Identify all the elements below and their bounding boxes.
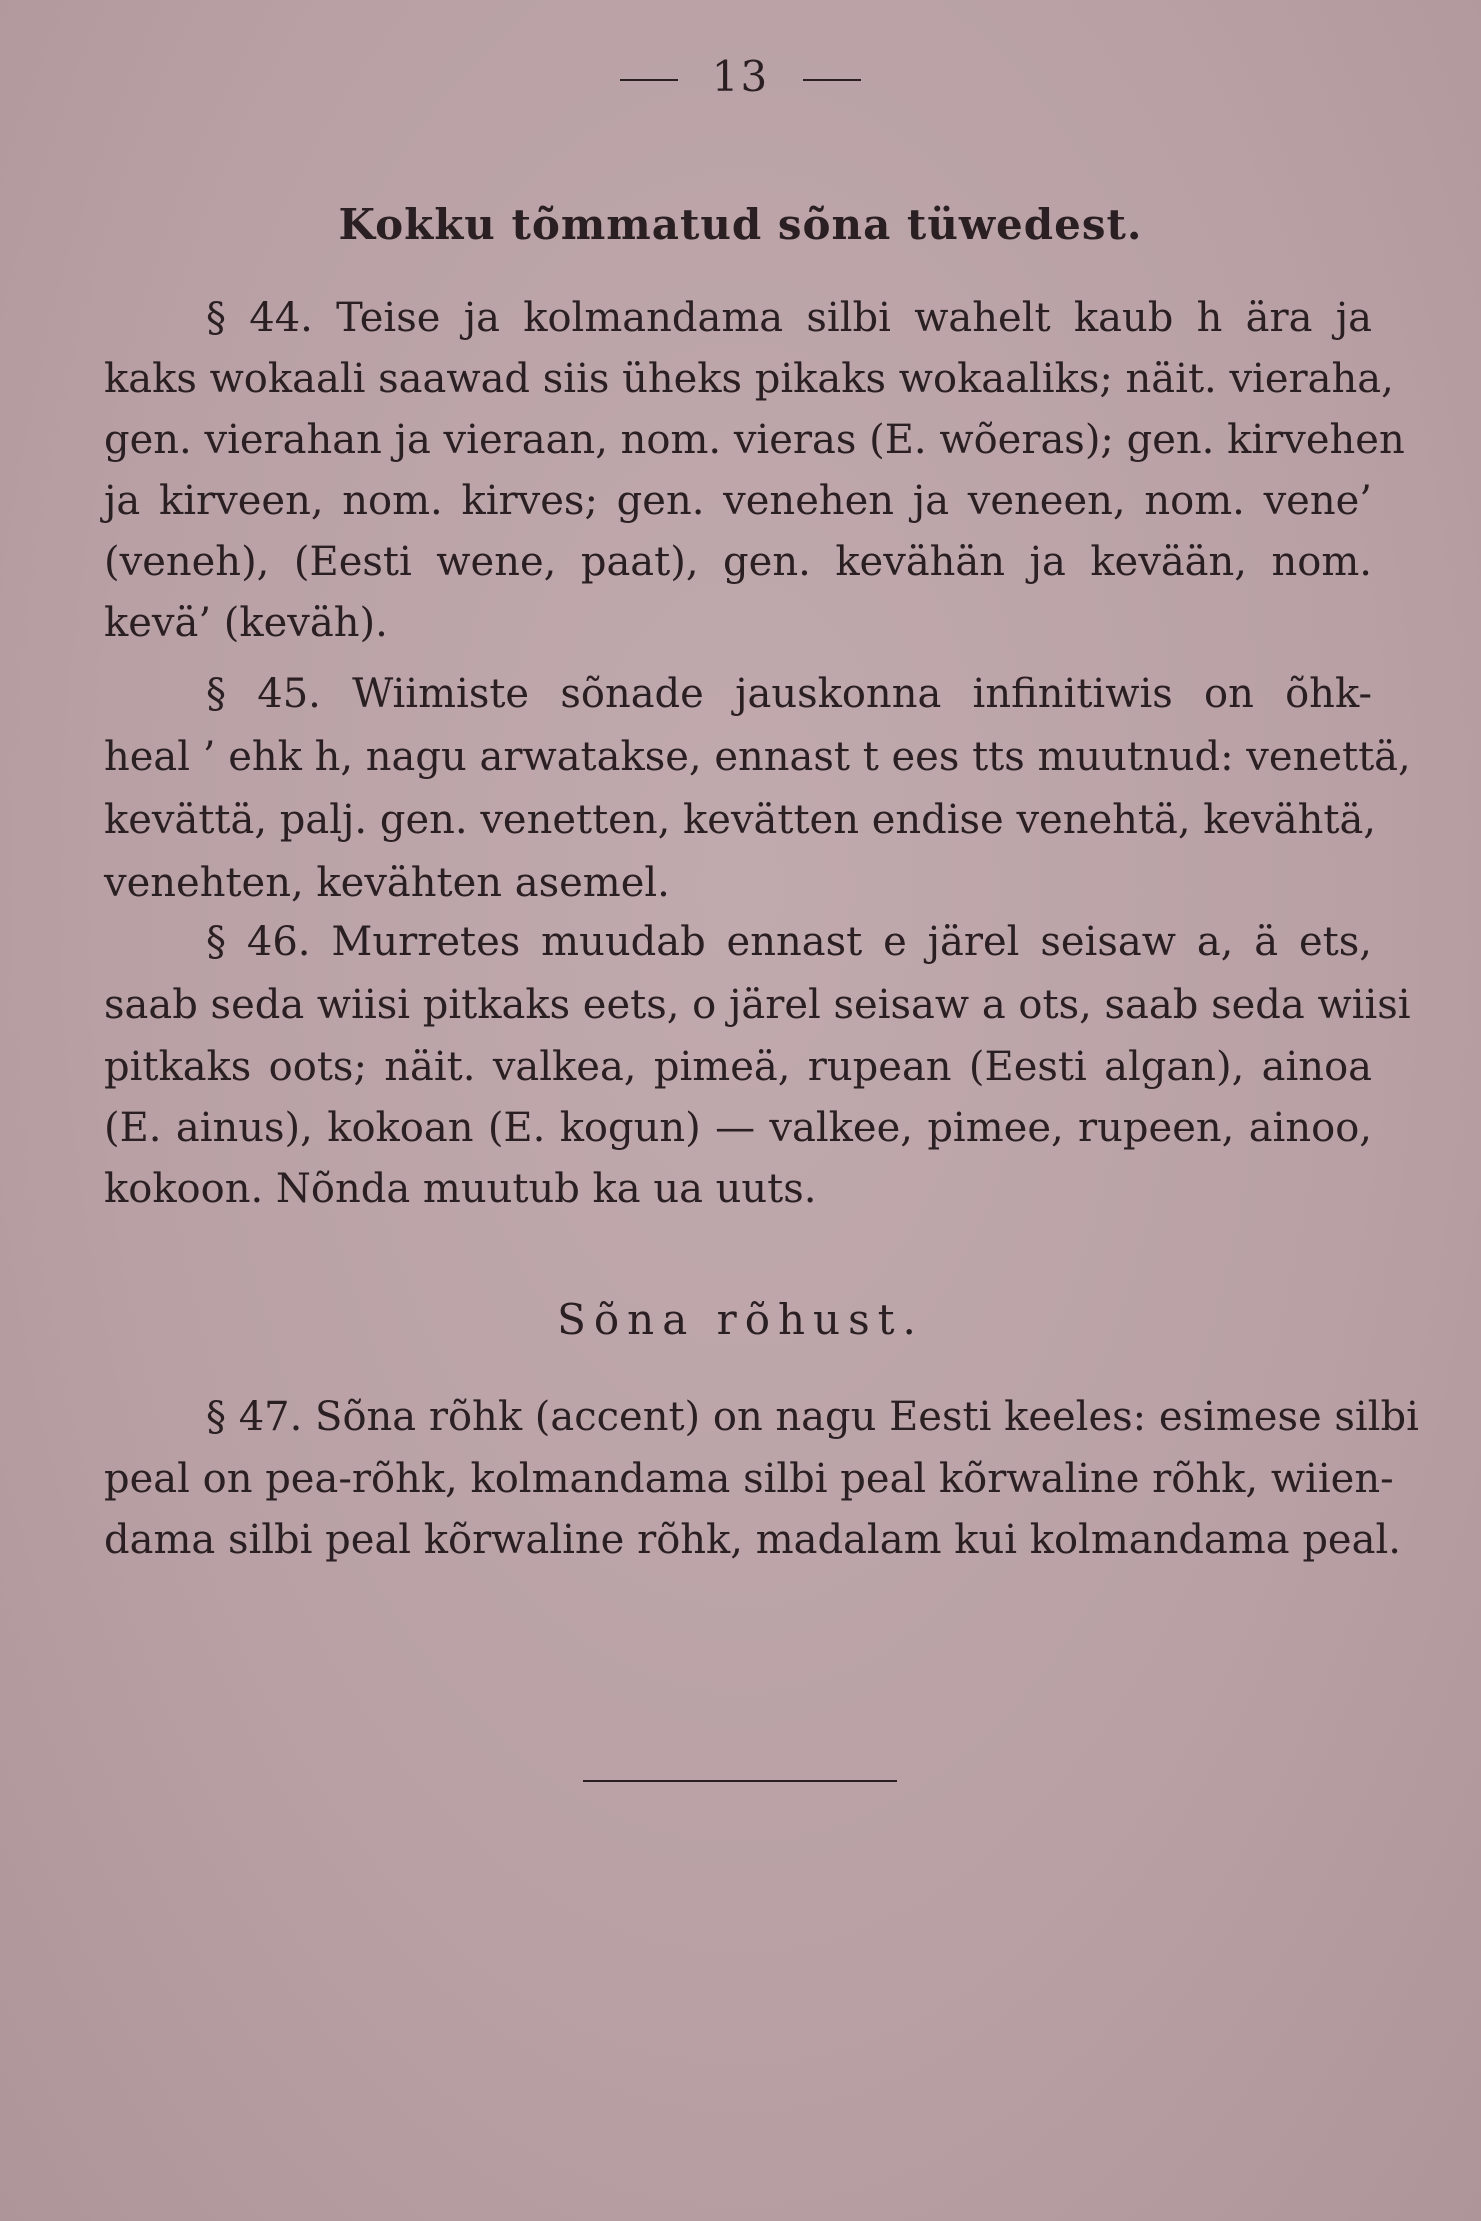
paragraph-45-line: heal ’ ehk h, nagu arwatakse, ennast t ees tts muutnud: venettä, <box>104 734 1411 780</box>
paragraph-47-line: dama silbi peal kõrwaline rõhk, madalam kui kolmandama peal. <box>104 1517 1401 1563</box>
paragraph-45-line: venehten, kevähten asemel. <box>104 860 670 906</box>
paragraph-44-line: kevä’ (keväh). <box>104 600 388 646</box>
paragraph-46-line: (E. ainus), kokoan (E. kogun) — valkee, pimee, rupeen, ainoo, <box>104 1105 1372 1151</box>
page-number-text: 13 <box>711 52 770 101</box>
paragraph-45-line: kevättä, palj. gen. venetten, kevätten endise venehtä, kevähtä, <box>104 797 1377 843</box>
paragraph-44-line: (veneh), (Eesti wene, paat), gen. kevähän ja kevään, nom. <box>104 539 1372 585</box>
dash-right <box>803 79 861 81</box>
closing-rule <box>583 1780 897 1782</box>
paragraph-45-line: § 45. Wiimiste sõnade jauskonna infinitiwis on õhk- <box>206 671 1372 717</box>
paragraph-46-line: pitkaks oots; näit. valkea, pimeä, rupean (Eesti algan), ainoa <box>104 1044 1372 1090</box>
paragraph-46-line: kokoon. Nõnda muutub ka ua uuts. <box>104 1166 817 1212</box>
paragraph-44-line: § 44. Teise ja kolmandama silbi wahelt kaub h ära ja <box>206 295 1372 341</box>
paragraph-46-line: § 46. Murretes muudab ennast e järel seisaw a, ä ets, <box>206 919 1372 965</box>
paragraph-47-line: peal on pea-rõhk, kolmandama silbi peal kõrwaline rõhk, wiien- <box>104 1456 1394 1502</box>
paragraph-44-line: ja kirveen, nom. kirves; gen. venehen ja veneen, nom. vene’ <box>104 478 1372 524</box>
dash-left <box>620 79 678 81</box>
paragraph-44-line: gen. vierahan ja vieraan, nom. vieras (E. wõeras); gen. kirvehen <box>104 417 1405 463</box>
subsection-title: Sõna rõhust. <box>557 1295 924 1344</box>
paragraph-44-line: kaks wokaali saawad siis üheks pikaks wokaaliks; näit. vieraha, <box>104 356 1394 402</box>
paragraph-47-line: § 47. Sõna rõhk (accent) on nagu Eesti keeles: esimese silbi <box>206 1394 1419 1440</box>
section-title: Kokku tõmmatud sõna tüwedest. <box>338 200 1143 249</box>
paragraph-46-line: saab seda wiisi pitkaks eets, o järel seisaw a ots, saab seda wiisi <box>104 982 1411 1028</box>
page-number <box>0 52 1481 101</box>
